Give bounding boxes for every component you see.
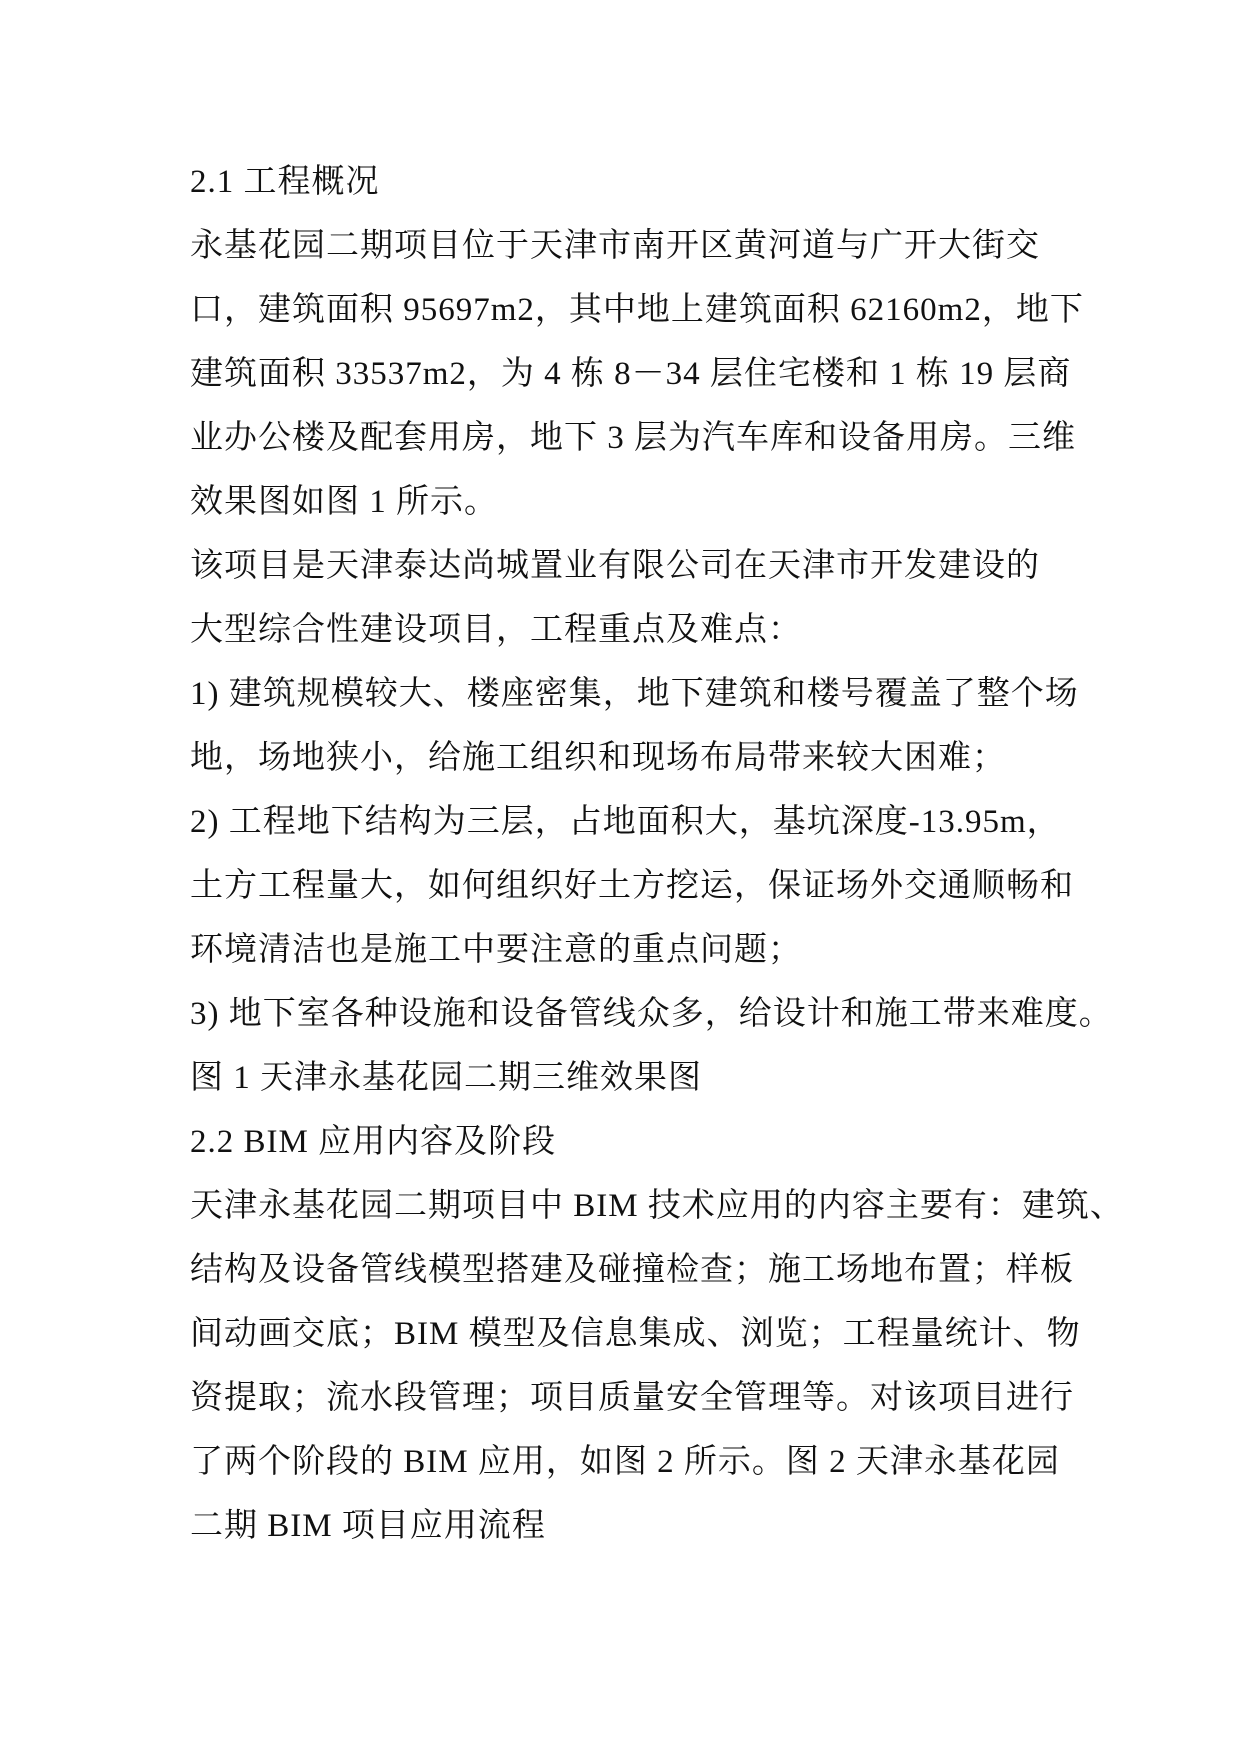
paragraph-line: 资提取；流水段管理；项目质量安全管理等。对该项目进行	[190, 1380, 1074, 1416]
paragraph-line: 效果图如图 1 所示。	[190, 484, 498, 520]
paragraph-line: 天津永基花园二期项目中 BIM 技术应用的内容主要有：建筑、	[190, 1188, 1124, 1224]
list-item-2: 2) 工程地下结构为三层，占地面积大，基坑深度-13.95m，	[190, 804, 1061, 840]
section-heading-2-1: 2.1 工程概况	[190, 164, 380, 200]
paragraph-line: 该项目是天津泰达尚城置业有限公司在天津市开发建设的	[190, 548, 1040, 584]
paragraph-line: 永基花园二期项目位于天津市南开区黄河道与广开大街交	[190, 228, 1040, 264]
paragraph-line: 间动画交底；BIM 模型及信息集成、浏览；工程量统计、物	[190, 1316, 1081, 1352]
paragraph-line: 了两个阶段的 BIM 应用，如图 2 所示。图 2 天津永基花园	[190, 1444, 1060, 1480]
list-item-2-cont: 环境清洁也是施工中要注意的重点问题；	[190, 932, 802, 968]
paragraph-line: 口，建筑面积 95697m2，其中地上建筑面积 62160m2，地下	[190, 292, 1084, 328]
list-item-1-cont: 地，场地狭小，给施工组织和现场布局带来较大困难；	[190, 740, 1006, 776]
list-item-1: 1) 建筑规模较大、楼座密集，地下建筑和楼号覆盖了整个场	[190, 676, 1079, 712]
paragraph-line: 业办公楼及配套用房，地下 3 层为汽车库和设备用房。三维	[190, 420, 1076, 456]
paragraph-line: 大型综合性建设项目，工程重点及难点：	[190, 612, 802, 648]
list-item-3: 3) 地下室各种设施和设备管线众多，给设计和施工带来难度。	[190, 996, 1113, 1032]
paragraph-line: 建筑面积 33537m2，为 4 栋 8－34 层住宅楼和 1 栋 19 层商	[190, 356, 1072, 392]
paragraph-line: 二期 BIM 项目应用流程	[190, 1508, 546, 1544]
paragraph-line: 结构及设备管线模型搭建及碰撞检查；施工场地布置；样板	[190, 1252, 1074, 1288]
list-item-2-cont: 土方工程量大，如何组织好土方挖运，保证场外交通顺畅和	[190, 868, 1074, 904]
figure-caption-1: 图 1 天津永基花园二期三维效果图	[190, 1060, 702, 1096]
section-heading-2-2: 2.2 BIM 应用内容及阶段	[190, 1124, 557, 1160]
